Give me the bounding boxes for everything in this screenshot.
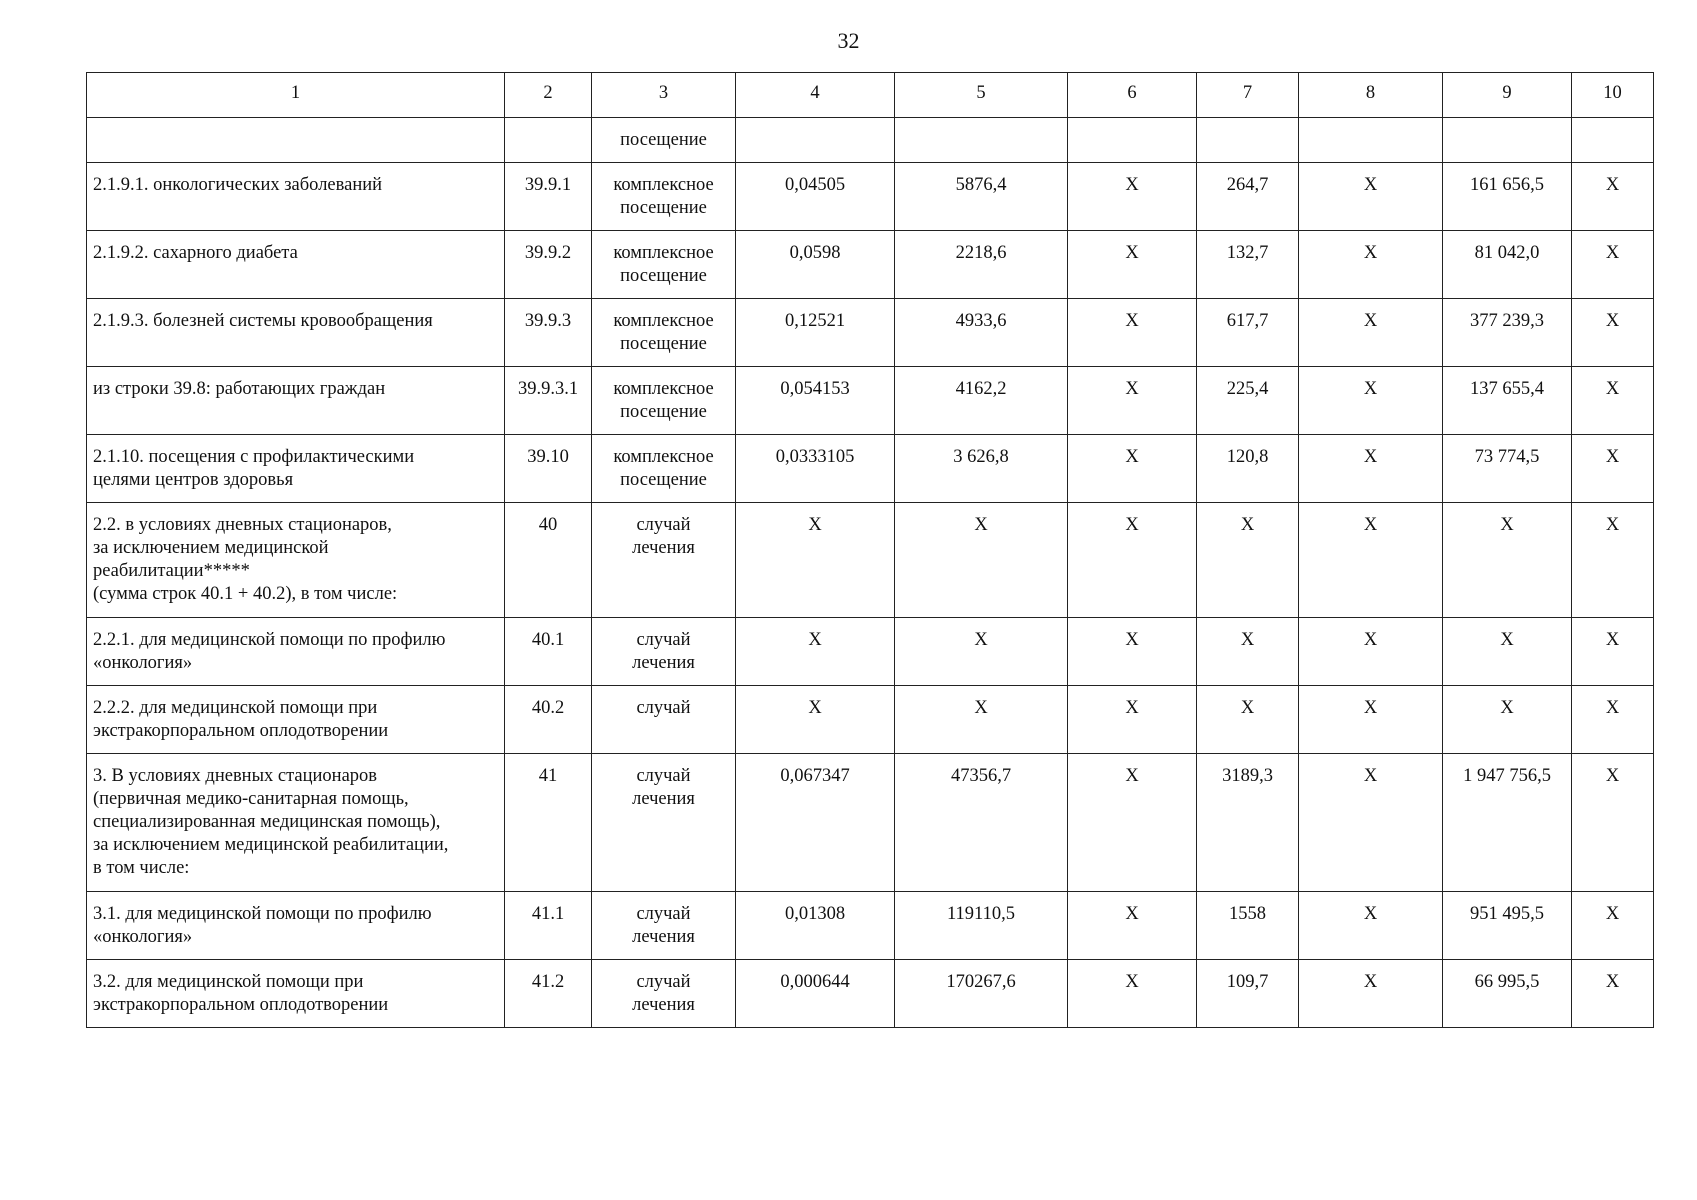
value-cell: 137 655,4 (1443, 367, 1572, 435)
value-cell: X (1299, 618, 1443, 686)
row-label-cell: 3.1. для медицинской помощи по профилю «онкология» (87, 892, 505, 960)
value-cell: X (1572, 754, 1654, 892)
value-cell: 0,12521 (736, 299, 895, 367)
value-cell: 109,7 (1197, 960, 1299, 1028)
value-cell: 3 626,8 (895, 435, 1068, 503)
value-cell: 0,01308 (736, 892, 895, 960)
unit-cell: случай лечения (592, 618, 736, 686)
value-cell: X (1299, 686, 1443, 754)
value-cell: X (1299, 299, 1443, 367)
header-cell: 3 (592, 73, 736, 118)
row-label-cell: 3. В условиях дневных стационаров (первичная медико-санитарная помощь, специализированная медицинская помощь), за исключением медицинской реабилитации, в том числе: (87, 754, 505, 892)
value-cell: 1 947 756,5 (1443, 754, 1572, 892)
page-number: 32 (837, 28, 860, 53)
value-cell: 0,04505 (736, 163, 895, 231)
header-cell: 10 (1572, 73, 1654, 118)
value-cell: X (1572, 503, 1654, 618)
value-cell: X (736, 618, 895, 686)
value-cell (1299, 118, 1443, 163)
value-cell: X (895, 686, 1068, 754)
value-cell: 4162,2 (895, 367, 1068, 435)
unit-cell: случай лечения (592, 754, 736, 892)
table-row (87, 754, 1654, 892)
value-cell: X (1197, 618, 1299, 686)
table-row (87, 435, 1654, 503)
value-cell (736, 118, 895, 163)
value-cell: 4933,6 (895, 299, 1068, 367)
value-cell: X (1299, 754, 1443, 892)
value-cell: 1558 (1197, 892, 1299, 960)
value-cell: X (1572, 892, 1654, 960)
value-cell: X (1299, 231, 1443, 299)
unit-cell: комплексное посещение (592, 299, 736, 367)
table-row (87, 163, 1654, 231)
value-cell: 120,8 (1197, 435, 1299, 503)
row-code-cell (505, 118, 592, 163)
value-cell: 81 042,0 (1443, 231, 1572, 299)
row-code-cell: 41 (505, 754, 592, 892)
value-cell: X (1443, 686, 1572, 754)
value-cell: 0,0598 (736, 231, 895, 299)
unit-cell: комплексное посещение (592, 367, 736, 435)
data-table (86, 72, 1654, 1028)
row-label-cell: 2.2. в условиях дневных стационаров, за исключением медицинской реабилитации***** (сумма строк 40.1 + 40.2), в том числе: (87, 503, 505, 618)
unit-cell: случай лечения (592, 960, 736, 1028)
value-cell: X (1299, 163, 1443, 231)
value-cell: 0,054153 (736, 367, 895, 435)
value-cell: X (1068, 367, 1197, 435)
value-cell: X (736, 686, 895, 754)
table-row (87, 118, 1654, 163)
value-cell: X (1197, 686, 1299, 754)
value-cell: 132,7 (1197, 231, 1299, 299)
value-cell: X (1572, 435, 1654, 503)
value-cell: X (1299, 367, 1443, 435)
header-cell: 8 (1299, 73, 1443, 118)
value-cell: X (1572, 686, 1654, 754)
table-row (87, 299, 1654, 367)
row-label-cell: 2.1.9.2. сахарного диабета (87, 231, 505, 299)
value-cell: X (1443, 503, 1572, 618)
row-label-cell: 3.2. для медицинской помощи при экстракорпоральном оплодотворении (87, 960, 505, 1028)
header-cell: 6 (1068, 73, 1197, 118)
value-cell (1197, 118, 1299, 163)
value-cell: X (1068, 503, 1197, 618)
row-code-cell: 40.1 (505, 618, 592, 686)
row-code-cell: 40 (505, 503, 592, 618)
value-cell: 0,000644 (736, 960, 895, 1028)
value-cell: X (1068, 231, 1197, 299)
table-row (87, 367, 1654, 435)
value-cell: 951 495,5 (1443, 892, 1572, 960)
value-cell (895, 118, 1068, 163)
value-cell: X (1068, 892, 1197, 960)
row-code-cell: 41.1 (505, 892, 592, 960)
value-cell (1068, 118, 1197, 163)
header-cell: 9 (1443, 73, 1572, 118)
row-label-cell: 2.1.10. посещения с профилактическими целями центров здоровья (87, 435, 505, 503)
value-cell: X (1572, 299, 1654, 367)
value-cell: 66 995,5 (1443, 960, 1572, 1028)
row-label-cell: из строки 39.8: работающих граждан (87, 367, 505, 435)
value-cell: 170267,6 (895, 960, 1068, 1028)
value-cell: X (895, 503, 1068, 618)
unit-cell: комплексное посещение (592, 231, 736, 299)
value-cell: X (1068, 435, 1197, 503)
table-row (87, 686, 1654, 754)
row-code-cell: 39.10 (505, 435, 592, 503)
table-row (87, 960, 1654, 1028)
value-cell: X (1299, 503, 1443, 618)
value-cell: X (1572, 163, 1654, 231)
value-cell: 47356,7 (895, 754, 1068, 892)
value-cell: 2218,6 (895, 231, 1068, 299)
table-row (87, 618, 1654, 686)
unit-cell: посещение (592, 118, 736, 163)
value-cell (1572, 118, 1654, 163)
value-cell: 161 656,5 (1443, 163, 1572, 231)
unit-cell: случай лечения (592, 892, 736, 960)
value-cell: 377 239,3 (1443, 299, 1572, 367)
value-cell: 3189,3 (1197, 754, 1299, 892)
value-cell: X (1068, 686, 1197, 754)
value-cell: X (1299, 892, 1443, 960)
row-code-cell: 39.9.2 (505, 231, 592, 299)
column-number-row (87, 73, 1654, 118)
header-cell: 7 (1197, 73, 1299, 118)
row-label-cell: 2.1.9.3. болезней системы кровообращения (87, 299, 505, 367)
table-row (87, 231, 1654, 299)
value-cell: X (1572, 618, 1654, 686)
value-cell: X (736, 503, 895, 618)
value-cell: X (895, 618, 1068, 686)
unit-cell: комплексное посещение (592, 435, 736, 503)
row-label-cell: 2.1.9.1. онкологических заболеваний (87, 163, 505, 231)
table-row (87, 892, 1654, 960)
row-code-cell: 39.9.1 (505, 163, 592, 231)
header-cell: 2 (505, 73, 592, 118)
row-label-cell: 2.2.1. для медицинской помощи по профилю «онкология» (87, 618, 505, 686)
value-cell: X (1572, 960, 1654, 1028)
row-label-cell (87, 118, 505, 163)
value-cell: X (1299, 960, 1443, 1028)
value-cell: X (1068, 618, 1197, 686)
value-cell: 264,7 (1197, 163, 1299, 231)
row-code-cell: 41.2 (505, 960, 592, 1028)
value-cell: X (1197, 503, 1299, 618)
value-cell: 0,0333105 (736, 435, 895, 503)
value-cell: 5876,4 (895, 163, 1068, 231)
header-cell: 4 (736, 73, 895, 118)
value-cell: 225,4 (1197, 367, 1299, 435)
value-cell: 617,7 (1197, 299, 1299, 367)
table-row (87, 503, 1654, 618)
value-cell: X (1572, 367, 1654, 435)
header-cell: 5 (895, 73, 1068, 118)
row-code-cell: 39.9.3 (505, 299, 592, 367)
header-cell: 1 (87, 73, 505, 118)
value-cell: X (1572, 231, 1654, 299)
value-cell: 0,067347 (736, 754, 895, 892)
row-code-cell: 39.9.3.1 (505, 367, 592, 435)
row-label-cell: 2.2.2. для медицинской помощи при экстракорпоральном оплодотворении (87, 686, 505, 754)
value-cell: X (1299, 435, 1443, 503)
value-cell: 119110,5 (895, 892, 1068, 960)
value-cell (1443, 118, 1572, 163)
unit-cell: случай лечения (592, 503, 736, 618)
row-code-cell: 40.2 (505, 686, 592, 754)
value-cell: X (1443, 618, 1572, 686)
unit-cell: комплексное посещение (592, 163, 736, 231)
value-cell: X (1068, 960, 1197, 1028)
value-cell: X (1068, 163, 1197, 231)
unit-cell: случай (592, 686, 736, 754)
value-cell: X (1068, 299, 1197, 367)
value-cell: X (1068, 754, 1197, 892)
value-cell: 73 774,5 (1443, 435, 1572, 503)
